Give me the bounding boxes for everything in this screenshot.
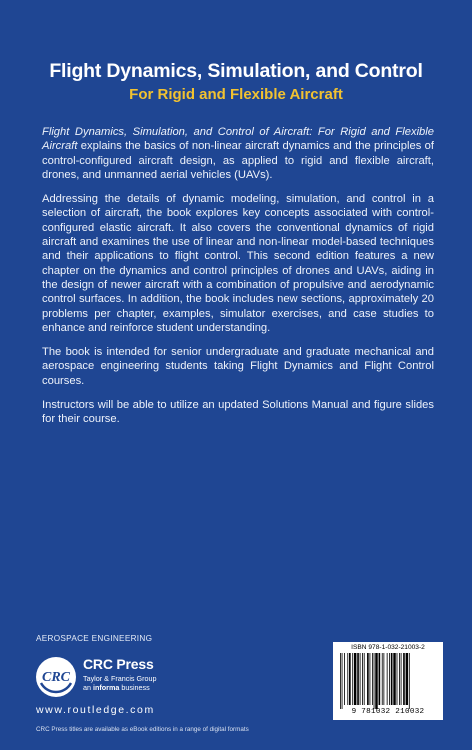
barcode-bar [387, 653, 388, 705]
barcode-bar [352, 653, 353, 705]
barcode-bar [360, 653, 361, 705]
description-paragraph-1 [42, 125, 434, 182]
business-suffix: business [119, 683, 150, 693]
barcode-bar [383, 653, 384, 705]
description-paragraph-2: Addressing the details of dynamic modeling, simulation, and control in a selection of aircraft, the book explores key concepts associated with control-configured elastic aircraft. It also covers the conventional dynamics of rigid aircraft and examines the use of linear and non-linear model-based techniques and their applications to flight control. This second edition features a new chapter on the dynamics and control principles of drones and UAVs, aiding in the design of newer aircraft with a combination of propulsive and aerodynamic control surfaces. In addition, the book includes new sections, approximately 20 problems per chapter, examples, simulator exercises, and case studies to enhance and reinforce student understanding. [42, 193, 434, 334]
business-bold: informa [93, 683, 120, 693]
barcode-bar [403, 653, 405, 705]
book-full-title: Flight Dynamics, Simulation, and Control of Aircraft: For Rigid and Flexible Aircraft [42, 126, 434, 153]
barcode-bar [406, 653, 408, 705]
barcode-bar [349, 653, 351, 705]
p1-rest: explains the basics of non-linear aircraft dynamics and the principles of control-configured aircraft design, as applied to rigid and flexible aircraft, drones, and unmanned aerial vehicles (UAVs). [42, 140, 434, 181]
barcode-bar [344, 653, 345, 705]
barcode-digits: 9 781032 210032 [351, 708, 425, 716]
barcode-icon [339, 653, 437, 709]
barcode-bar [354, 653, 356, 705]
publisher-url[interactable]: www.routledge.com [36, 704, 155, 716]
barcode-bar [401, 653, 402, 705]
barcode-bar [374, 653, 375, 709]
barcode-bar [391, 653, 393, 705]
isbn-label: ISBN 978-1-032-21003-2 [351, 644, 425, 651]
barcode-bar [357, 653, 359, 705]
barcode-bar [342, 653, 343, 709]
subject-category: AEROSPACE ENGINEERING [36, 634, 153, 643]
barcode-bar [347, 653, 348, 705]
barcode-bar [364, 653, 365, 705]
barcode-bar [382, 653, 383, 705]
barcode-bar [362, 653, 363, 705]
publisher-business [83, 684, 157, 691]
crc-press-logo-icon [35, 656, 77, 698]
barcode-bar [409, 653, 410, 709]
business-prefix: an [83, 683, 93, 693]
description-paragraph-4: Instructors will be able to utilize an updated Solutions Manual and figure slides for their course. [42, 399, 434, 426]
book-subtitle: For Rigid and Flexible Aircraft [129, 86, 343, 103]
publisher-group: Taylor & Francis Group [83, 674, 157, 683]
barcode-bar [340, 653, 341, 709]
description-paragraph-3: The book is intended for senior undergraduate and graduate mechanical and aerospace engineering students taking Flight Dynamics and Flight Control courses. [42, 346, 434, 387]
logo-text: CRC [41, 670, 71, 685]
barcode-bar [367, 653, 369, 705]
barcode-bar [379, 653, 381, 705]
description [42, 125, 434, 437]
barcode-bar [397, 653, 398, 705]
book-title: Flight Dynamics, Simulation, and Control [49, 60, 423, 82]
barcode-bar [389, 653, 390, 705]
barcode-bar [375, 653, 377, 709]
publisher-block [83, 657, 157, 693]
barcode-panel [333, 642, 443, 720]
publisher-name: CRC Press [83, 656, 154, 672]
barcode-bar [393, 653, 395, 705]
barcode-bar [399, 653, 400, 705]
barcode-bar [372, 653, 373, 705]
barcode-bar [370, 653, 371, 705]
ebook-footnote: CRC Press titles are available as eBook editions in a range of digital formats [36, 726, 249, 733]
